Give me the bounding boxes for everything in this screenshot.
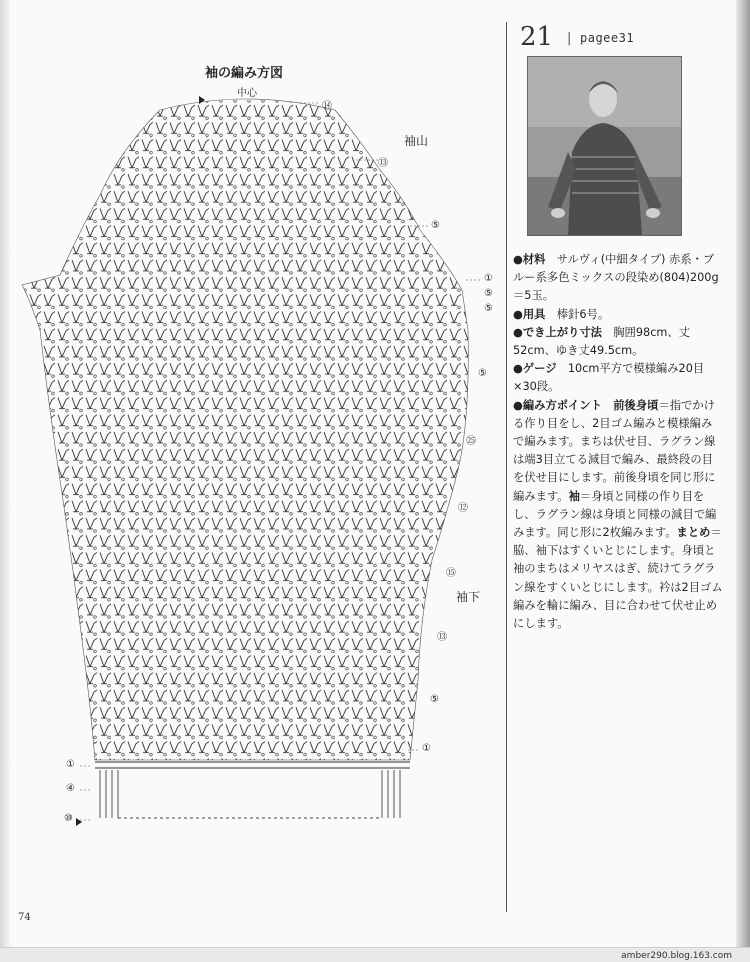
underarm-label: 袖下 — [456, 590, 481, 604]
row-mark: ⑤ — [478, 368, 487, 379]
instructions-body-heading: 前後身頃 — [613, 398, 659, 412]
row-mark: ⑤ — [430, 694, 439, 705]
row-mark: ⑬ — [378, 158, 388, 169]
size-heading: ●でき上がり寸法 — [513, 325, 602, 339]
model-photo — [527, 56, 682, 236]
instructions-sleeve-heading: 袖 — [568, 489, 580, 503]
page-number: 74 — [18, 912, 31, 923]
row-mark: ⑩ — [64, 813, 73, 824]
tools-heading: ●用具 — [513, 307, 546, 321]
pattern-specifications — [513, 251, 723, 633]
size-text: 胸囲98cm、丈52cm、ゆき丈49.5cm。 — [513, 325, 691, 358]
row-mark: ① — [484, 273, 493, 284]
row-mark: ⑭ — [322, 101, 332, 112]
row-mark: ① — [66, 759, 75, 770]
row-mark: ① — [422, 743, 431, 754]
instructions-body-text: ＝指でかける作り目をし、2目ゴム編みと模様編みで編みます。まちは伏せ目、ラグラン線は端3目立てる減目で編み、最終段の目を伏せ目にします。前後身頃を同じ形に編みます。 — [513, 398, 716, 503]
sleeve-cap-label: 袖山 — [404, 134, 429, 148]
material-text: サルヴィ(中細タイプ) 赤系・ブルー系多色ミックスの段染め(804)200g＝5玉。 — [513, 253, 719, 303]
instructions-heading: ●編み方ポイント — [513, 398, 602, 412]
page-reference: pagee31 — [580, 31, 635, 45]
row-mark: ⑤ — [484, 303, 493, 314]
diagram-title: 袖の編み方図 — [205, 66, 284, 81]
gauge-heading: ●ゲージ — [513, 362, 557, 376]
model-photo-image — [528, 57, 681, 235]
tools-text: 棒針6号。 — [556, 307, 610, 321]
row-mark: ⑮ — [446, 568, 456, 579]
pattern-number: 21 — [520, 22, 554, 52]
column-divider — [506, 22, 507, 912]
row-mark: ④ — [66, 783, 75, 794]
row-mark: ⑫ — [458, 503, 468, 514]
instructions-finish-text: ＝脇、袖下はすくいとじにします。身頃と袖のまちはメリヤスはぎ、続けてラグラン線をすくいとじにします。衿は2目ゴム編みを輪に編み、目に合わせて伏せ止めにします。 — [513, 526, 723, 631]
row-mark: ㉕ — [466, 436, 476, 447]
instructions-finish-heading: まとめ — [676, 526, 711, 540]
row-mark: ⑤ — [484, 288, 493, 299]
gauge-text: 10cm平方で模様編み20目×30段。 — [513, 362, 705, 394]
watermark-url: amber290.blog.163.com — [621, 951, 732, 961]
row-mark: ⑬ — [437, 632, 447, 643]
page-edge-right — [736, 0, 750, 962]
center-label: 中心 — [237, 88, 257, 99]
instructions-sleeve-text: ＝身頃と同様の作り目をし、ラグラン線は身頃と同様の減目で編みます。同じ形に2枚編みます。 — [513, 489, 717, 540]
material-heading: ●材料 — [513, 253, 546, 266]
row-mark: ⑤ — [431, 220, 440, 231]
header-separator: | — [567, 31, 572, 46]
